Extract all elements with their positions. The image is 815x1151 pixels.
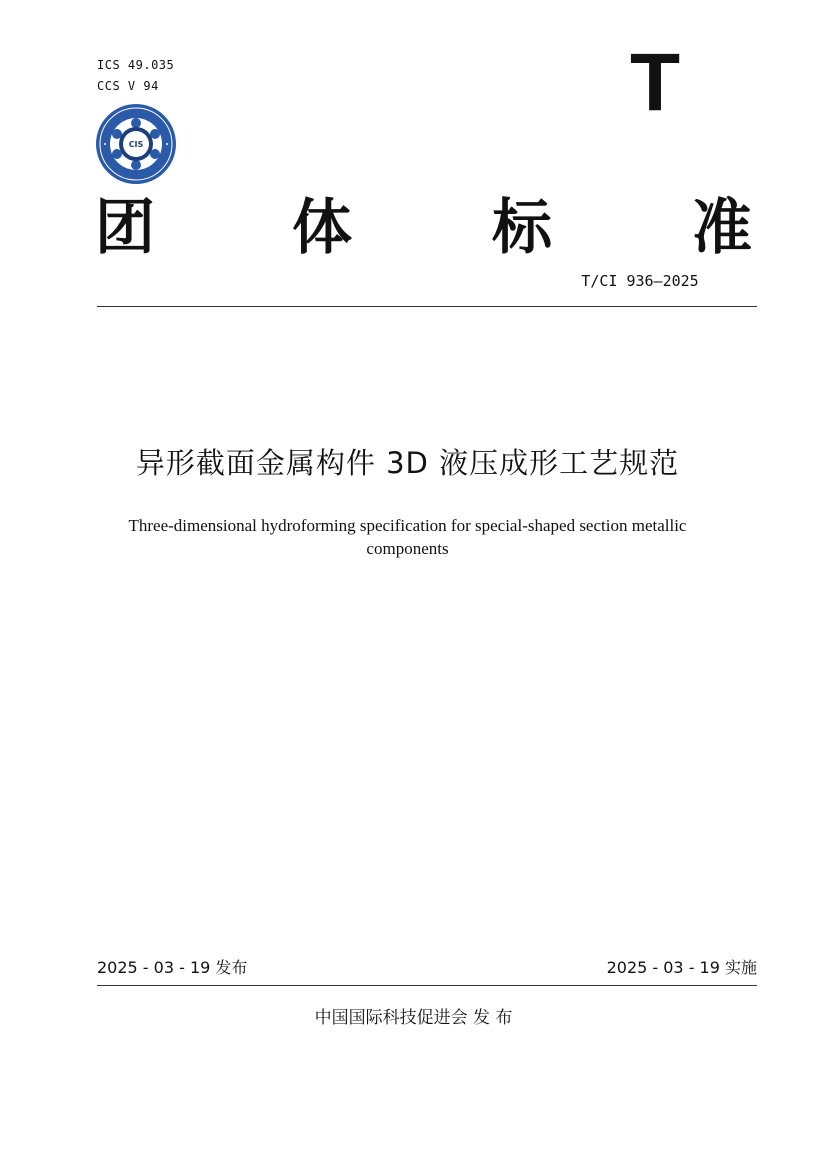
issue-date: 2025 - 03 - 19 发布 (97, 958, 248, 977)
standard-label-char-4: 准 (692, 193, 752, 263)
ccs-code: CCS V 94 (97, 79, 159, 93)
top-divider (97, 306, 757, 307)
standard-label-char-3: 标 (492, 193, 552, 263)
title-english: Three-dimensional hydroforming specification for special-shaped section metallic components (128, 516, 687, 558)
bottom-divider (97, 985, 757, 986)
standard-number: T/CI 936—2025 (581, 272, 699, 290)
standard-label-char-2: 体 (292, 193, 352, 263)
title-chinese: 异形截面金属构件 3D 液压成形工艺规范 (135, 446, 680, 480)
logo-text: CIS (128, 140, 144, 149)
implementation-date: 2025 - 03 - 19 实施 (606, 958, 757, 977)
standard-label-char-1: 团 (95, 193, 155, 263)
ics-code: ICS 49.035 (97, 58, 175, 72)
standard-type-letter: T (629, 37, 681, 128)
publisher: 中国国际科技促进会 发 布 (314, 1008, 513, 1028)
organization-logo (95, 103, 177, 185)
